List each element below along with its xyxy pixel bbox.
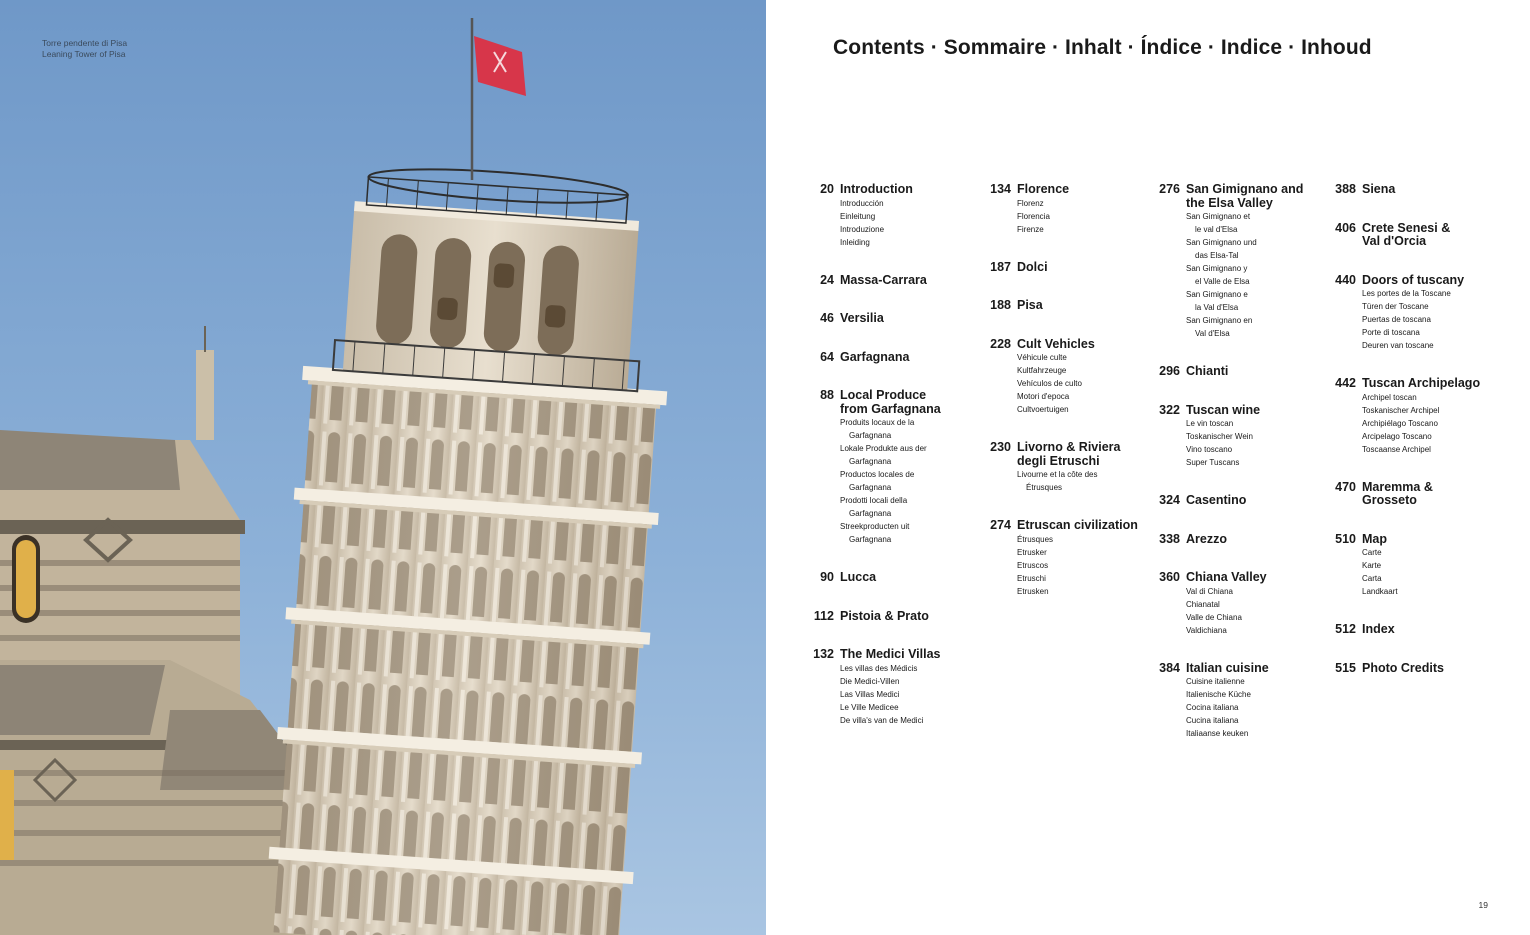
toc-section-title — [1186, 533, 1312, 547]
toc-page-number: 338 — [1159, 531, 1180, 546]
toc-section-title — [840, 351, 966, 365]
toc-entry[interactable] — [1318, 662, 1488, 676]
toc-page-number: 24 — [820, 272, 834, 287]
toc-section-title — [1186, 404, 1312, 418]
toc-translation: Le vin toscan — [1186, 419, 1234, 428]
toc-entry-heading — [796, 183, 966, 197]
toc-translation: Garfagnana — [849, 509, 892, 518]
toc-page-number: 276 — [1159, 182, 1180, 196]
toc-page-number: 90 — [820, 570, 834, 584]
toc-entry[interactable] — [796, 183, 966, 249]
toc-translation: das Elsa-Tal — [1195, 251, 1239, 260]
toc-translation: Chianatal — [1186, 599, 1220, 609]
toc-entry[interactable] — [1142, 183, 1312, 340]
toc-section-title-line: Florence — [1017, 182, 1070, 196]
toc-translation: Karte — [1362, 561, 1382, 570]
toc-section-title-line: Maremma & — [1362, 479, 1433, 494]
toc-section-title-line: Tuscan wine — [1186, 402, 1261, 417]
toc-page-number: 512 — [1335, 622, 1356, 636]
toc-translation: San Gimignano et — [1186, 212, 1251, 221]
toc-translation: Lokale Produkte aus der — [840, 444, 927, 453]
toc-entry-heading — [1142, 571, 1312, 585]
toc-section-title — [1362, 481, 1488, 508]
toc-section-title — [840, 610, 966, 624]
toc-page-number: 188 — [990, 298, 1011, 312]
toc-translation: Inleiding — [840, 237, 870, 247]
toc-translations — [840, 416, 966, 546]
toc-entry[interactable] — [1318, 274, 1488, 353]
toc-entry[interactable] — [796, 312, 966, 326]
toc-entry[interactable] — [1142, 365, 1312, 379]
toc-page-number: 88 — [820, 388, 834, 402]
toc-translations — [1017, 468, 1143, 494]
toc-page-number: 384 — [1159, 660, 1180, 675]
toc-section-title — [1362, 222, 1488, 249]
toc-entry-heading — [796, 571, 966, 585]
toc-page-number: 187 — [990, 259, 1011, 274]
toc-translation: Porte di toscana — [1362, 328, 1420, 337]
toc-section-title — [840, 571, 966, 585]
toc-translation: Streekproducten uit — [840, 522, 910, 531]
toc-translation: San Gimignano e — [1186, 290, 1248, 299]
toc-section-title-line: Massa-Carrara — [840, 272, 927, 287]
toc-page-number: 296 — [1159, 364, 1180, 378]
toc-section-title — [1017, 261, 1143, 275]
toc-entry-heading — [796, 351, 966, 365]
toc-section-title — [840, 312, 966, 326]
toc-translation: Motori d'epoca — [1017, 392, 1070, 401]
toc-page-number: 20 — [820, 182, 834, 196]
toc-translations — [1186, 210, 1312, 340]
toc-translation: Étrusques — [1017, 534, 1054, 544]
toc-section-title-line: Casentino — [1186, 493, 1247, 507]
toc-entry[interactable] — [973, 519, 1143, 598]
toc-translation: Etrusken — [1017, 586, 1049, 596]
toc-section-title-line: The Medici Villas — [840, 647, 941, 661]
toc-translation: De villa's van de Medici — [840, 715, 924, 725]
toc-translation: Garfagnana — [849, 457, 892, 466]
toc-translation: Cucina italiana — [1186, 716, 1239, 725]
toc-translation: Garfagnana — [849, 483, 892, 492]
toc-translation: Cuisine italienne — [1186, 677, 1245, 686]
toc-translations — [1362, 546, 1488, 598]
toc-entry-heading — [1318, 222, 1488, 249]
toc-translations — [1017, 533, 1143, 598]
toc-entry-heading — [1318, 481, 1488, 508]
toc-entry-heading — [973, 299, 1143, 313]
toc-translation: Val d'Elsa — [1195, 329, 1230, 338]
toc-page-number: 230 — [990, 440, 1011, 454]
toc-translations — [1186, 585, 1312, 637]
toc-translation: Etruscos — [1017, 560, 1049, 570]
toc-entry[interactable] — [796, 274, 966, 288]
toc-section-title-line: San Gimignano and — [1186, 182, 1304, 196]
toc-translation: Landkaart — [1362, 587, 1398, 596]
toc-page-number: 228 — [990, 336, 1011, 351]
toc-translation: Prodotti locali della — [840, 496, 908, 505]
toc-page-number: 360 — [1159, 570, 1180, 584]
toc-entry[interactable] — [1142, 533, 1312, 547]
toc-entry[interactable] — [973, 338, 1143, 417]
toc-translations — [840, 662, 966, 727]
toc-section-title-line: Local Produce — [840, 388, 927, 402]
toc-entry-heading — [973, 261, 1143, 275]
toc-entry[interactable] — [796, 351, 966, 365]
toc-translation: Introduzione — [840, 224, 885, 234]
toc-page-number: 406 — [1335, 220, 1356, 235]
toc-section-title — [1362, 533, 1488, 547]
toc-section-title-line: Doors of tuscany — [1362, 272, 1465, 287]
toc-translation: le val d'Elsa — [1195, 225, 1238, 234]
toc-page-number: 64 — [820, 349, 834, 364]
toc-page-number: 322 — [1159, 402, 1180, 417]
toc-entry[interactable] — [1142, 404, 1312, 470]
toc-page-number: 132 — [813, 647, 834, 661]
toc-translation: Puertas de toscana — [1362, 315, 1431, 324]
toc-translation: Livourne et la côte des — [1017, 470, 1098, 479]
toc-entry[interactable] — [796, 610, 966, 624]
toc-column-3 — [1142, 183, 1312, 765]
caption-line-english: Leaning Tower of Pisa — [42, 49, 126, 59]
toc-section-title-line: Tuscan Archipelago — [1362, 376, 1481, 390]
toc-translation: Deuren van toscane — [1362, 341, 1434, 350]
toc-entry-heading — [1142, 494, 1312, 508]
toc-section-title-line: Photo Credits — [1362, 660, 1444, 675]
toc-page-number: 46 — [820, 311, 834, 325]
toc-translation: Toscaanse Archipel — [1362, 444, 1431, 454]
toc-translation: Italienische Küche — [1186, 690, 1251, 699]
toc-entry[interactable] — [973, 299, 1143, 313]
toc-entry[interactable] — [1318, 481, 1488, 508]
toc-entry-heading — [796, 610, 966, 624]
toc-translation: Kultfahrzeuge — [1017, 366, 1067, 375]
toc-translation: Toskanischer Archipel — [1362, 405, 1440, 415]
toc-section-title — [1186, 365, 1312, 379]
toc-translation: San Gimignano y — [1186, 264, 1248, 273]
caption-line-italian: Torre pendente di Pisa — [42, 38, 128, 48]
page-number: 19 — [1478, 900, 1488, 910]
toc-entry[interactable] — [1142, 662, 1312, 741]
toc-entry[interactable] — [1318, 623, 1488, 637]
toc-translations — [840, 197, 966, 249]
contents-page — [766, 0, 1530, 935]
toc-translation: Véhicule culte — [1017, 353, 1067, 362]
toc-translation: Val di Chiana — [1186, 586, 1233, 596]
toc-entry-heading — [1142, 404, 1312, 418]
toc-entry[interactable] — [973, 183, 1143, 236]
toc-entry-heading — [973, 441, 1143, 468]
toc-page-number: 388 — [1335, 182, 1356, 196]
toc-entry-heading — [1142, 365, 1312, 379]
toc-translation: Einleitung — [840, 211, 876, 221]
toc-translation: Archipiélago Toscano — [1362, 418, 1438, 428]
toc-translation: Carte — [1362, 548, 1382, 557]
toc-translation: Cocina italiana — [1186, 703, 1239, 712]
page-title: Contents · Sommaire · Inhalt · Índice · Indice · Inhoud — [833, 36, 1372, 59]
toc-section-title-line: Etruscan civilization — [1017, 518, 1138, 532]
toc-section-title — [1017, 183, 1143, 197]
toc-page-number: 442 — [1335, 376, 1356, 390]
toc-page-number: 324 — [1159, 493, 1180, 507]
toc-page-number: 112 — [813, 608, 834, 623]
toc-entry[interactable] — [973, 261, 1143, 275]
toc-section-title-line: Arezzo — [1186, 531, 1227, 546]
toc-translation: Die Medici-Villen — [840, 676, 900, 686]
toc-entry-heading — [1318, 623, 1488, 637]
toc-translations — [1362, 287, 1488, 352]
toc-section-title-line: Introduction — [840, 182, 913, 196]
toc-section-title — [840, 274, 966, 288]
toc-section-title — [1186, 494, 1312, 508]
toc-translation: Productos locales de — [840, 470, 915, 479]
toc-translation: Florencia — [1017, 211, 1050, 221]
toc-section-title — [1362, 274, 1488, 288]
toc-column-4 — [1318, 183, 1488, 700]
toc-translations — [1017, 351, 1143, 416]
toc-translation: Valle de Chiana — [1186, 612, 1242, 622]
toc-page-number: 470 — [1335, 479, 1356, 494]
toc-section-title-line: Chianti — [1186, 364, 1229, 378]
toc-translation: Toskanischer Wein — [1186, 432, 1253, 441]
toc-translation: Firenze — [1017, 224, 1044, 234]
toc-entry-heading — [1142, 183, 1312, 210]
toc-page-number: 274 — [990, 518, 1011, 532]
toc-section-title-line: Pistoia & Prato — [840, 608, 929, 623]
toc-translation: Archipel toscan — [1362, 392, 1417, 402]
toc-translation: Italiaanse keuken — [1186, 729, 1249, 738]
toc-translation: Les villas des Médicis — [840, 663, 918, 673]
toc-section-title-line: Livorno & Riviera — [1017, 440, 1121, 454]
toc-entry-heading — [1318, 183, 1488, 197]
toc-section-title-line: Versilia — [840, 311, 884, 325]
toc-section-title-line: Garfagnana — [840, 349, 910, 364]
toc-translation: Türen der Toscane — [1362, 302, 1429, 311]
toc-entry[interactable] — [1318, 183, 1488, 197]
toc-translation: el Valle de Elsa — [1195, 277, 1250, 286]
toc-translation: Produits locaux de la — [840, 418, 915, 427]
toc-column-1 — [796, 183, 966, 752]
toc-translation: Super Tuscans — [1186, 458, 1240, 467]
toc-translations — [1017, 197, 1143, 236]
toc-translation: Arcipelago Toscano — [1362, 431, 1432, 441]
toc-translation: Carta — [1362, 574, 1382, 583]
toc-section-title — [1017, 299, 1143, 313]
toc-translation: Vehículos de culto — [1017, 379, 1082, 388]
toc-section-title — [1186, 662, 1312, 676]
toc-translation: San Gimignano und — [1186, 238, 1257, 247]
toc-section-title-line: degli Etruschi — [1017, 453, 1100, 468]
toc-section-title — [840, 183, 966, 197]
toc-page-number: 515 — [1335, 660, 1356, 675]
toc-translation: la Val d'Elsa — [1195, 303, 1239, 312]
toc-section-title-line: from Garfagnana — [840, 401, 941, 416]
toc-translation: Etrusker — [1017, 547, 1047, 557]
toc-section-title-line: Grosseto — [1362, 493, 1417, 507]
toc-entry-heading — [1318, 533, 1488, 547]
toc-section-title — [1186, 183, 1312, 210]
toc-entry-heading — [796, 389, 966, 416]
toc-translation: Étrusques — [1026, 483, 1063, 492]
toc-entry[interactable] — [1318, 222, 1488, 249]
toc-section-title — [840, 648, 966, 662]
toc-section-title — [840, 389, 966, 416]
toc-section-title — [1186, 571, 1312, 585]
toc-section-title — [1017, 519, 1143, 533]
toc-translations — [1186, 417, 1312, 469]
toc-entry[interactable] — [796, 571, 966, 585]
toc-entry-heading — [1318, 377, 1488, 391]
toc-section-title — [1017, 338, 1143, 352]
toc-section-title-line: Index — [1362, 622, 1395, 636]
toc-section-title-line: Map — [1362, 531, 1387, 546]
toc-page-number: 134 — [990, 182, 1011, 196]
toc-section-title — [1362, 623, 1488, 637]
toc-entry-heading — [796, 312, 966, 326]
toc-entry[interactable] — [796, 648, 966, 727]
toc-entry-heading — [973, 338, 1143, 352]
toc-translation: San Gimignano en — [1186, 316, 1253, 325]
toc-translation: Introducción — [840, 198, 884, 208]
toc-entry-heading — [1318, 274, 1488, 288]
toc-entry-heading — [973, 183, 1143, 197]
toc-page-number: 510 — [1335, 531, 1356, 546]
toc-translation: Garfagnana — [849, 431, 892, 440]
toc-section-title-line: Dolci — [1017, 259, 1048, 274]
toc-section-title-line: Lucca — [840, 570, 877, 584]
toc-entry-heading — [1142, 533, 1312, 547]
toc-section-title-line: Italian cuisine — [1186, 660, 1269, 675]
toc-section-title-line: Siena — [1362, 182, 1396, 196]
toc-translation: Cultvoertuigen — [1017, 405, 1069, 414]
toc-column-2 — [973, 183, 1143, 623]
toc-translation: Les portes de la Toscane — [1362, 289, 1451, 298]
toc-entry-heading — [1318, 662, 1488, 676]
toc-section-title-line: Chiana Valley — [1186, 570, 1267, 584]
toc-translations — [1186, 675, 1312, 740]
toc-entry[interactable] — [1142, 494, 1312, 508]
toc-translation: Vino toscano — [1186, 445, 1233, 454]
toc-entry[interactable] — [796, 389, 966, 546]
toc-entry[interactable] — [1318, 533, 1488, 599]
toc-entry[interactable] — [973, 441, 1143, 494]
toc-entry-heading — [973, 519, 1143, 533]
toc-section-title — [1362, 377, 1488, 391]
toc-section-title-line: Pisa — [1017, 298, 1043, 312]
photo-caption — [42, 38, 127, 60]
toc-entry-heading — [1142, 662, 1312, 676]
toc-translation: Le Ville Medicee — [840, 702, 899, 712]
toc-entry[interactable] — [1318, 377, 1488, 456]
toc-translation: Valdichiana — [1186, 625, 1227, 635]
toc-translation: Garfagnana — [849, 535, 892, 544]
toc-section-title — [1362, 183, 1488, 197]
toc-section-title-line: the Elsa Valley — [1186, 195, 1273, 210]
toc-entry[interactable] — [1142, 571, 1312, 637]
toc-translation: Etruschi — [1017, 573, 1046, 583]
toc-entry-heading — [796, 274, 966, 288]
toc-entry-heading — [796, 648, 966, 662]
toc-section-title-line: Val d'Orcia — [1362, 234, 1427, 248]
toc-page-number: 440 — [1335, 272, 1356, 287]
toc-section-title-line: Cult Vehicles — [1017, 336, 1095, 351]
toc-section-title-line: Crete Senesi & — [1362, 220, 1451, 235]
toc-section-title — [1362, 662, 1488, 676]
toc-translation: Florenz — [1017, 198, 1044, 208]
toc-translation: Las Villas Medici — [840, 689, 900, 699]
toc-section-title — [1017, 441, 1143, 468]
toc-translations — [1362, 391, 1488, 456]
